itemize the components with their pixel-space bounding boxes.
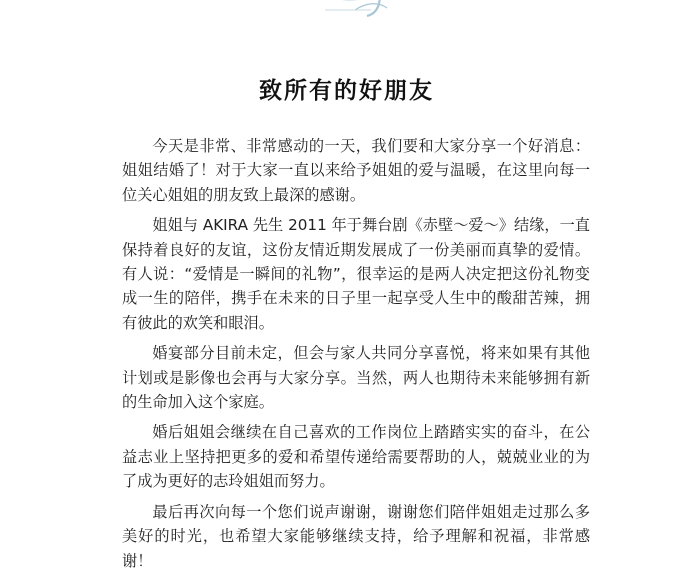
paragraph: 姐姐与 AKIRA 先生 2011 年于舞台剧《赤壁～爱～》结缘，一直保持着良好的友谊，这份友情近期发展成了一份美丽而真挚的爱情。有人说：“爱情是一瞬间的礼物”，很幸运的是两人决定把这份礼物变成一生的陪伴，携手在未来的日子里一起享受人生中的酸甜苦辣，拥有彼此的欢笑和眼泪。 (122, 216, 590, 332)
signature-logo-icon (255, 0, 435, 18)
paragraph: 婚宴部分目前未定，但会与家人共同分享喜悦，将来如果有其他计划或是影像也会再与大家分享。当然，两人也期待未来能够拥有新的生命加入这个家庭。 (122, 344, 590, 412)
paragraph: 今天是非常、非常感动的一天，我们要和大家分享一个好消息：姐姐结婚了！对于大家一直以来给予姐姐的爱与温暖，在这里向每一位关心姐姐的朋友致上最深的感谢。 (122, 137, 590, 204)
page-title: 致所有的好朋友 (259, 78, 434, 104)
letter-body (122, 134, 590, 579)
paragraph: 最后再次向每一个您们说声谢谢，谢谢您们陪伴姐姐走过那么多美好的时光，也希望大家能够继续支持，给予理解和祝福，非常感谢！ (122, 502, 590, 570)
paragraph: 婚后姐姐会继续在自己喜欢的工作岗位上踏踏实实的奋斗，在公益志业上坚持把更多的爱和希望传递给需要帮助的人，兢兢业业的为了成为更好的志玲姐姐而努力。 (122, 423, 590, 491)
